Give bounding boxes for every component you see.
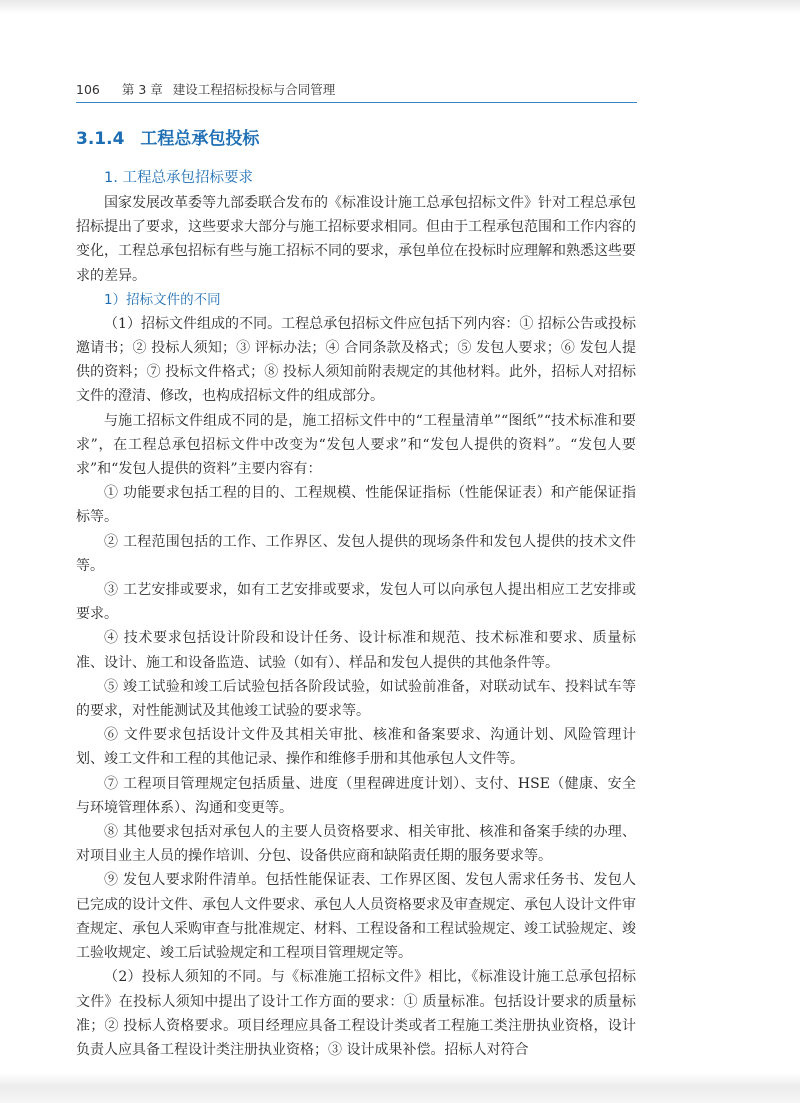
- subsubsection-heading: 1）招标文件的不同: [104, 291, 221, 308]
- paragraph: （2）投标人须知的不同。与《标准施工招标文件》相比，《标准设计施工总承包招标文件》在投标人须知中提出了设计工作方面的要求：① 质量标准。包括设计要求的质量标准；② 投标人资格要求。项目经理应具备工程设计类或者工程施工类注册执业资格，设计负责人应具备工程设计类注册执业资格；③ 设计成果补偿。招标人对符合: [76, 969, 636, 1058]
- scan-edge-bottom: [0, 1073, 800, 1103]
- list-paragraph: ① 功能要求包括工程的目的、工程规模、性能保证指标（性能保证表）和产能保证指标等。: [76, 485, 636, 526]
- list-paragraph: ⑤ 竣工试验和竣工后试验包括各阶段试验，如试验前准备，对联动试车、投料试车等的要求，对性能测试及其他竣工试验的要求等。: [76, 678, 636, 720]
- running-header: [76, 80, 636, 98]
- paragraph: （1）招标文件组成的不同。工程总承包招标文件应包括下列内容：① 招标公告或投标邀请书；② 投标人须知；③ 评标办法；④ 合同条款及格式；⑤ 发包人要求；⑥ 发包人提供的资料；⑦ 投标文件格式；⑧ 投标人须知前附表规定的其他材料。此外，招标人对招标文件的澄清、修改，也构成招标文件的组成部分。: [76, 315, 636, 405]
- header-rule: [76, 102, 637, 103]
- subsection-heading: 1. 工程总承包招标要求: [104, 170, 253, 186]
- list-paragraph: ③ 工艺安排或要求，如有工艺安排或要求，发包人可以向承包人提出相应工艺安排或要求。: [76, 582, 636, 623]
- chapter-label: 第 3 章: [121, 82, 163, 97]
- list-paragraph: ⑨ 发包人要求附件清单。包括性能保证表、工作界区图、发包人需求任务书、发包人已完成的设计文件、承包人文件要求、承包人人员资格要求及审查规定、承包人设计文件审查规定、承包人采购审查与批准规定、材料、工程设备和工程试验规定、竣工试验规定、竣工验收规定、竣工后试验规定和工程项目管理规定等。: [76, 872, 636, 962]
- section-title: 工程总承包投标: [140, 129, 260, 149]
- paragraph: 国家发展改革委等九部委联合发布的《标准设计施工总承包招标文件》针对工程总承包招标提出了要求，这些要求大部分与施工招标要求相同。但由于工程承包范围和工作内容的变化，工程总承包招标有些与施工招标不同的要求，承包单位在投标时应理解和熟悉这些要求的差异。: [76, 195, 636, 284]
- list-paragraph: ② 工程范围包括的工作、工作界区、发包人提供的现场条件和发包人提供的技术文件等。: [76, 533, 636, 574]
- scan-edge-top: [0, 0, 800, 14]
- list-paragraph: ④ 技术要求包括设计阶段和设计任务、设计标准和规范、技术标准和要求、质量标准、设计、施工和设备监造、试验（如有）、样品和发包人提供的其他条件等。: [76, 630, 636, 671]
- list-paragraph: ⑦ 工程项目管理规定包括质量、进度（里程碑进度计划）、支付、HSE（健康、安全与环境管理体系）、沟通和变更等。: [76, 775, 636, 816]
- page-number: 106: [76, 82, 100, 97]
- list-paragraph: ⑥ 文件要求包括设计文件及其相关审批、核准和备案要求、沟通计划、风险管理计划、竣工文件和工程的其他记录、操作和维修手册和其他承包人文件等。: [76, 727, 636, 768]
- page-content: [76, 122, 636, 1062]
- list-paragraph: ⑧ 其他要求包括对承包人的主要人员资格要求、相关审批、核准和备案手续的办理、对项目业主人员的操作培训、分包、设备供应商和缺陷责任期的服务要求等。: [76, 824, 636, 865]
- chapter-title: 建设工程招标投标与合同管理: [172, 82, 336, 97]
- section-number: 3.1.4: [76, 129, 125, 149]
- paragraph: 与施工招标文件组成不同的是，施工招标文件中的“工程量清单”“图纸”“技术标准和要求”，在工程总承包招标文件中改变为“发包人要求”和“发包人提供的资料”。“发包人要求”和“发包人提供的资料”主要内容有：: [76, 412, 636, 478]
- section-heading: [76, 122, 636, 156]
